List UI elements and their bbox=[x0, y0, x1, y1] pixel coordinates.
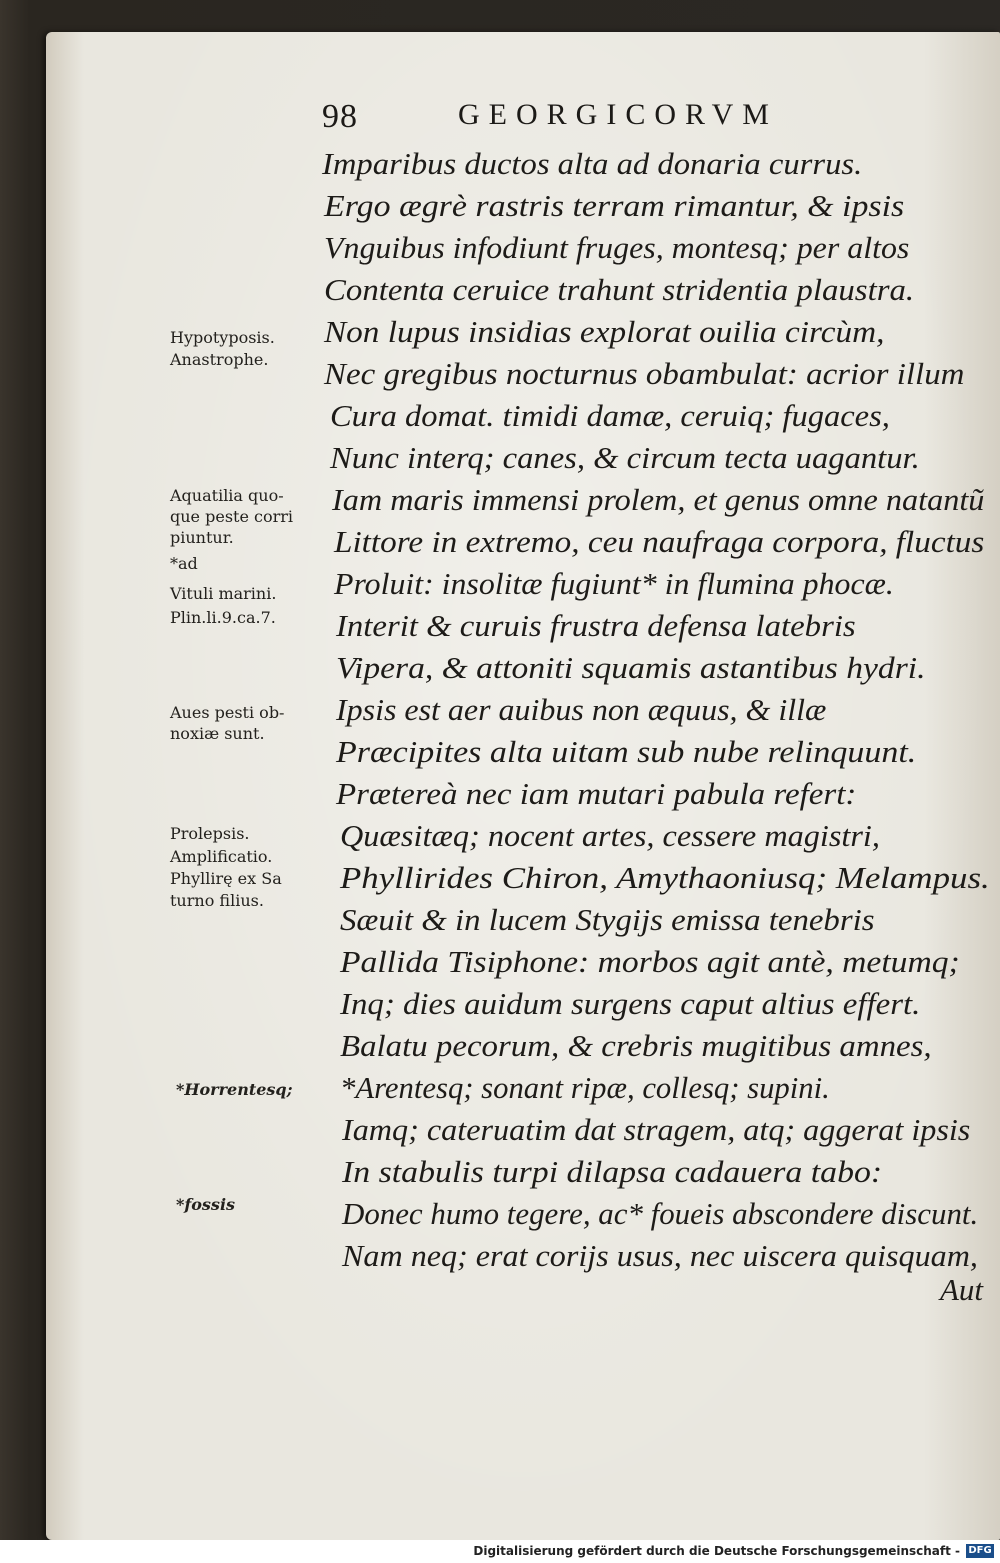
verse-line: Nam neq; erat corijs usus, nec uiscera quisquam, bbox=[342, 1238, 978, 1273]
margin-note: turno filius. bbox=[170, 891, 264, 910]
margin-note: Aues pesti ob- bbox=[170, 703, 285, 722]
verse-line: Littore in extremo, ceu naufraga corpora, fluctus bbox=[334, 524, 985, 559]
verse-line: Præcipites alta uitam sub nube relinquunt. bbox=[336, 734, 917, 769]
verse-line: Iamq; cateruatim dat stragem, atq; aggerat ipsis bbox=[342, 1112, 971, 1147]
dfg-logo: DFG bbox=[966, 1544, 994, 1558]
margin-note: Anastrophe. bbox=[170, 350, 269, 369]
page-number: 98 bbox=[322, 98, 358, 135]
verse-line: *Arentesq; sonant ripæ, collesq; supini. bbox=[340, 1070, 830, 1105]
margin-note: *ad bbox=[170, 554, 198, 573]
verse-line: Vnguibus infodiunt fruges, montesq; per altos bbox=[324, 230, 910, 265]
verse-line: Imparibus ductos alta ad donaria currus. bbox=[322, 146, 863, 181]
verse-line: In stabulis turpi dilapsa cadauera tabo: bbox=[342, 1154, 883, 1189]
verse-line: Ipsis est aer auibus non æquus, & illæ bbox=[336, 692, 827, 727]
verse-line: Phyllirides Chiron, Amythaoniusq; Melampus. bbox=[340, 860, 990, 895]
margin-note: que peste corri bbox=[170, 507, 294, 526]
verse-line: Nec gregibus nocturnus obambulat: acrior illum bbox=[324, 356, 965, 391]
verse-line: Contenta ceruice trahunt stridentia plaustra. bbox=[324, 272, 915, 307]
verse-line: Vipera, & attoniti squamis astantibus hydri. bbox=[336, 650, 926, 685]
verse-line: Prætereà nec iam mutari pabula refert: bbox=[336, 776, 857, 811]
verse-line: Balatu pecorum, & crebris mugitibus amnes, bbox=[340, 1028, 932, 1063]
margin-note: piuntur. bbox=[170, 528, 234, 547]
verse-line: Proluit: insolitæ fugiunt* in flumina phocæ. bbox=[334, 566, 894, 601]
margin-note: Plin.li.9.ca.7. bbox=[170, 608, 276, 627]
margin-note: noxiæ sunt. bbox=[170, 724, 265, 743]
verse-line: Cura domat. timidi damæ, ceruiq; fugaces, bbox=[330, 398, 890, 433]
verse-line: Pallida Tisiphone: morbos agit antè, metumq; bbox=[340, 944, 960, 979]
verse-line: Interit & curuis frustra defensa latebris bbox=[336, 608, 856, 643]
margin-note: Phyllirę ex Sa bbox=[170, 869, 282, 888]
verse-line: Non lupus insidias explorat ouilia circùm, bbox=[324, 314, 885, 349]
margin-note: Prolepsis. bbox=[170, 824, 250, 843]
running-head: GEORGICORVM bbox=[458, 98, 778, 131]
margin-note: Hypotyposis. bbox=[170, 328, 275, 347]
verse-line: Quæsitæq; nocent artes, cessere magistri, bbox=[340, 818, 880, 853]
margin-note: Vituli marini. bbox=[170, 584, 277, 603]
verse-line: Inq; dies auidum surgens caput altius effert. bbox=[340, 986, 921, 1021]
digitization-footer bbox=[0, 1540, 1000, 1563]
verse-line: Iam maris immensi prolem, et genus omne natantũ bbox=[332, 482, 985, 517]
funding-credit: Digitalisierung gefördert durch die Deutsche Forschungsgemeinschaft - bbox=[473, 1544, 960, 1558]
margin-note: *Horrentesq; bbox=[176, 1080, 293, 1099]
margin-note: *fossis bbox=[176, 1195, 236, 1214]
margin-note: Amplificatio. bbox=[170, 847, 273, 866]
verse-line: Nunc interq; canes, & circum tecta uagantur. bbox=[330, 440, 920, 475]
verse-line: Sæuit & in lucem Stygijs emissa tenebris bbox=[340, 902, 875, 937]
verse-line: Ergo ægrè rastris terram rimantur, & ipsis bbox=[324, 188, 905, 223]
catchword: Aut bbox=[940, 1272, 984, 1307]
verse-line: Donec humo tegere, ac* foueis abscondere discunt. bbox=[342, 1196, 979, 1231]
margin-note: Aquatilia quo- bbox=[170, 486, 284, 505]
